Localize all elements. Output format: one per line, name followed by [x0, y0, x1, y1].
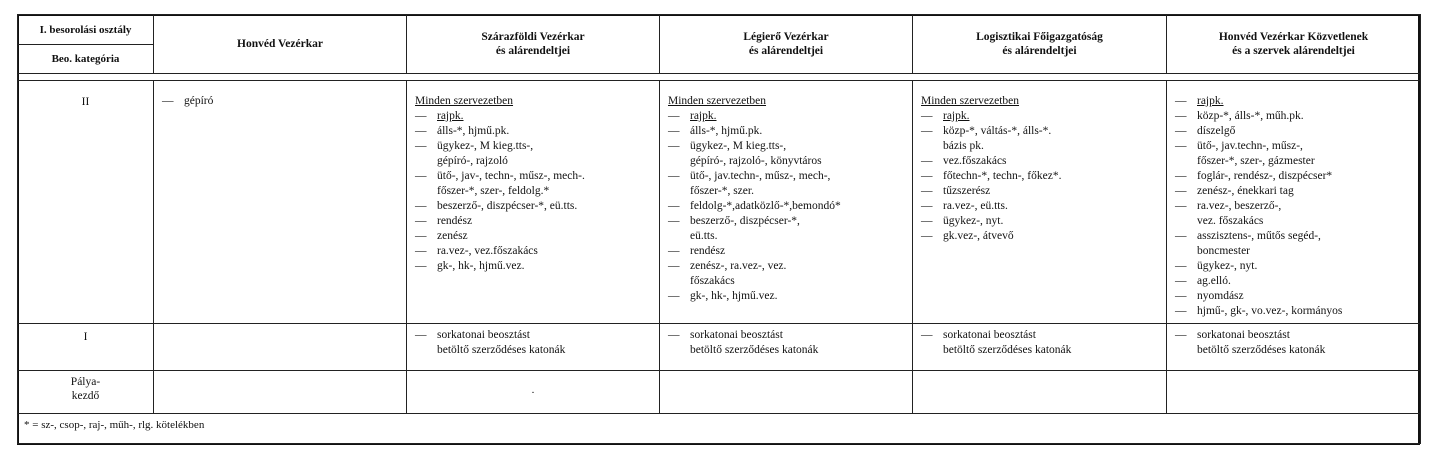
- list-item: [1175, 328, 1414, 358]
- list-item-text: ügykez-, M kieg.tts-, gépíró-, rajzoló-, könyvtáros: [690, 140, 822, 167]
- list-item: [1175, 289, 1414, 304]
- dash-bullet: —: [921, 110, 933, 122]
- list-item-text: ütő-, jav.techn-, műsz-, mech-, főszer-*, szer.: [690, 170, 831, 197]
- dash-bullet: —: [921, 125, 933, 137]
- cell-heading: Minden szervezetben: [668, 95, 767, 107]
- list-item: [415, 169, 653, 199]
- list-item: [415, 199, 653, 214]
- list-item: [1175, 184, 1414, 199]
- list-item: [415, 244, 653, 259]
- table-cell: [407, 81, 660, 324]
- dash-bullet: —: [921, 230, 933, 242]
- dash-bullet: —: [668, 110, 680, 122]
- dash-bullet: —: [921, 185, 933, 197]
- table-cell: [154, 81, 407, 324]
- dash-bullet: —: [1175, 329, 1187, 341]
- list-item-text: zenész-, ra.vez-, vez. főszakács: [690, 260, 787, 287]
- category-cell: II: [18, 81, 154, 324]
- list-item-text: sorkatonai beosztást betöltő szerződéses katonák: [437, 329, 566, 356]
- dash-bullet: —: [921, 170, 933, 182]
- list-item-text: közp-*, álls-*, műh.pk.: [1197, 110, 1304, 122]
- list-item-text: ag.elló.: [1197, 275, 1231, 287]
- header-col-kozvetlenek: Honvéd Vezérkar Közvetlenek és a szervek alárendeltjei: [1167, 15, 1421, 74]
- dash-bullet: —: [415, 260, 427, 272]
- header-class-label: I. besorolási osztály: [18, 15, 154, 45]
- dash-bullet: —: [415, 230, 427, 242]
- category-cell: Pálya- kezdő: [18, 371, 154, 414]
- dash-bullet: —: [1175, 140, 1187, 152]
- table-cell: [660, 81, 913, 324]
- list-item: [668, 214, 906, 244]
- dash-bullet: —: [1175, 275, 1187, 287]
- header-col-legiero: Légierő Vezérkar és alárendeltjei: [660, 15, 913, 74]
- header-category-label: Beo. kategória: [18, 45, 154, 74]
- list-item: [1175, 199, 1414, 229]
- cell-mark: .: [531, 384, 535, 396]
- dash-bullet: —: [1175, 230, 1187, 242]
- list-item: [415, 214, 653, 229]
- list-item-text: gk.vez-, átvevő: [943, 230, 1014, 242]
- dash-bullet: —: [1175, 290, 1187, 302]
- list-item-text: ra.vez-, vez.főszakács: [437, 245, 538, 257]
- list-item: [668, 289, 906, 304]
- list-item: [1175, 139, 1414, 169]
- dash-bullet: —: [668, 245, 680, 257]
- list-item: [668, 124, 906, 139]
- list-item: [415, 139, 653, 169]
- dash-bullet: —: [921, 215, 933, 227]
- list-item-text: rajpk.: [690, 110, 717, 122]
- list-item: [668, 199, 906, 214]
- list-item-text: közp-*, váltás-*, álls-*. bázis pk.: [943, 125, 1052, 152]
- list-item-text: álls-*, hjmű.pk.: [690, 125, 763, 137]
- dash-bullet: —: [1175, 185, 1187, 197]
- header-col-szarazfoldi: Szárazföldi Vezérkar és alárendeltjei: [407, 15, 660, 74]
- list-item-text: álls-*, hjmű.pk.: [437, 125, 510, 137]
- list-item: [921, 184, 1160, 199]
- list-item-text: gk-, hk-, hjmű.vez.: [690, 290, 778, 302]
- list-item: [415, 109, 653, 124]
- dash-bullet: —: [1175, 125, 1187, 137]
- list-item: [1175, 124, 1414, 139]
- list-item: [668, 109, 906, 124]
- list-item: [668, 259, 906, 289]
- table-row: [18, 371, 1421, 414]
- list-item-text: főtechn-*, techn-, főkez*.: [943, 170, 1062, 182]
- list-item: [415, 124, 653, 139]
- list-item: [1175, 109, 1414, 124]
- list-item-text: rajpk.: [437, 110, 464, 122]
- dash-bullet: —: [1175, 260, 1187, 272]
- list-item-text: zenész-, énekkari tag: [1197, 185, 1294, 197]
- list-item-text: beszerző-, diszpécser-*, eü.tts.: [690, 215, 800, 242]
- table-cell: [1167, 81, 1421, 324]
- footnote: * = sz-, csop-, raj-, műh-, rlg. kötelékben: [18, 414, 1421, 444]
- list-item-text: nyomdász: [1197, 290, 1244, 302]
- list-item-text: sorkatonai beosztást betöltő szerződéses katonák: [1197, 329, 1326, 356]
- list-item: [1175, 169, 1414, 184]
- header-gap: [18, 74, 1421, 81]
- list-item-text: rendész: [690, 245, 726, 257]
- list-item: [921, 169, 1160, 184]
- list-item: [415, 229, 653, 244]
- list-item-text: sorkatonai beosztást betöltő szerződéses katonák: [943, 329, 1072, 356]
- list-item-text: feldolg-*,adatközlő-*,bemondó*: [690, 200, 841, 212]
- list-item-text: rendész: [437, 215, 473, 227]
- dash-bullet: —: [668, 290, 680, 302]
- dash-bullet: —: [1175, 110, 1187, 122]
- list-item-text: rajpk.: [943, 110, 970, 122]
- list-item: [668, 244, 906, 259]
- list-item: [921, 109, 1160, 124]
- list-item: [415, 259, 653, 274]
- list-item: [921, 214, 1160, 229]
- header-col-honved-vezerkar: Honvéd Vezérkar: [154, 15, 407, 74]
- list-item: [1175, 304, 1414, 319]
- list-item: [921, 328, 1160, 358]
- dash-bullet: —: [415, 170, 427, 182]
- dash-bullet: —: [415, 329, 427, 341]
- list-item: [921, 154, 1160, 169]
- dash-bullet: —: [415, 215, 427, 227]
- dash-bullet: —: [921, 155, 933, 167]
- table-cell: [660, 371, 913, 414]
- list-item: [668, 169, 906, 199]
- table-cell: [154, 371, 407, 414]
- list-item-text: vez.főszakács: [943, 155, 1007, 167]
- dash-bullet: —: [415, 125, 427, 137]
- dash-bullet: —: [668, 125, 680, 137]
- table-row: [18, 324, 1421, 371]
- table-cell: [913, 81, 1167, 324]
- list-item: [921, 199, 1160, 214]
- list-item-text: hjmű-, gk-, vo.vez-, kormányos: [1197, 305, 1343, 317]
- list-item: [921, 229, 1160, 244]
- table-cell: [660, 324, 913, 371]
- table-cell: [1167, 324, 1421, 371]
- category-cell: I: [18, 324, 154, 371]
- list-item-text: rajpk.: [1197, 95, 1224, 107]
- dash-bullet: —: [668, 140, 680, 152]
- list-item: [921, 124, 1160, 154]
- dash-bullet: —: [668, 200, 680, 212]
- table-row: [18, 81, 1421, 324]
- list-item-text: ügykez-, nyt.: [1197, 260, 1258, 272]
- list-item-text: ügykez-, nyt.: [943, 215, 1004, 227]
- table-cell: [154, 324, 407, 371]
- dash-bullet: —: [415, 110, 427, 122]
- dash-bullet: —: [668, 260, 680, 272]
- list-item: [668, 328, 906, 358]
- table-body: [18, 81, 1421, 414]
- table-cell: [1167, 371, 1421, 414]
- list-item: [415, 328, 653, 358]
- list-item: [162, 94, 400, 109]
- list-item-text: beszerző-, diszpécser-*, eü.tts.: [437, 200, 578, 212]
- dash-bullet: —: [415, 200, 427, 212]
- dash-bullet: —: [668, 215, 680, 227]
- table-cell: [407, 371, 660, 414]
- dash-bullet: —: [921, 329, 933, 341]
- list-item-text: ra.vez-, beszerző-, vez. főszakács: [1197, 200, 1282, 227]
- list-item-text: foglár-, rendész-, diszpécser*: [1197, 170, 1333, 182]
- list-item: [1175, 229, 1414, 259]
- list-item-text: díszelgő: [1197, 125, 1236, 137]
- list-item-text: ütő-, jav.techn-, műsz-, főszer-*, szer-, gázmester: [1197, 140, 1315, 167]
- list-item-text: sorkatonai beosztást betöltő szerződéses katonák: [690, 329, 819, 356]
- list-item-text: zenész: [437, 230, 468, 242]
- dash-bullet: —: [1175, 170, 1187, 182]
- dash-bullet: —: [162, 95, 174, 107]
- dash-bullet: —: [1175, 305, 1187, 317]
- list-item: [1175, 94, 1414, 109]
- dash-bullet: —: [415, 140, 427, 152]
- list-item: [1175, 274, 1414, 289]
- dash-bullet: —: [668, 329, 680, 341]
- list-item-text: asszisztens-, műtős segéd-, boncmester: [1197, 230, 1321, 257]
- table-cell: [913, 371, 1167, 414]
- list-item-text: ra.vez-, eü.tts.: [943, 200, 1008, 212]
- table-cell: [913, 324, 1167, 371]
- list-item-text: gépíró: [184, 95, 214, 107]
- dash-bullet: —: [1175, 200, 1187, 212]
- dash-bullet: —: [1175, 95, 1187, 107]
- list-item-text: gk-, hk-, hjmű.vez.: [437, 260, 525, 272]
- dash-bullet: —: [415, 245, 427, 257]
- classification-table: [17, 14, 1421, 444]
- table-cell: [407, 324, 660, 371]
- dash-bullet: —: [668, 170, 680, 182]
- dash-bullet: —: [921, 200, 933, 212]
- cell-heading: Minden szervezetben: [921, 95, 1020, 107]
- list-item-text: ütő-, jav-, techn-, műsz-, mech-. főszer-*, szer-, feldolg.*: [437, 170, 585, 197]
- list-item: [1175, 259, 1414, 274]
- list-item: [668, 139, 906, 169]
- list-item-text: tűzszerész: [943, 185, 991, 197]
- header-col-logisztikai: Logisztikai Főigazgatóság és alárendeltjei: [913, 15, 1167, 74]
- list-item-text: ügykez-, M kieg.tts-, gépíró-, rajzoló: [437, 140, 534, 167]
- cell-heading: Minden szervezetben: [415, 95, 514, 107]
